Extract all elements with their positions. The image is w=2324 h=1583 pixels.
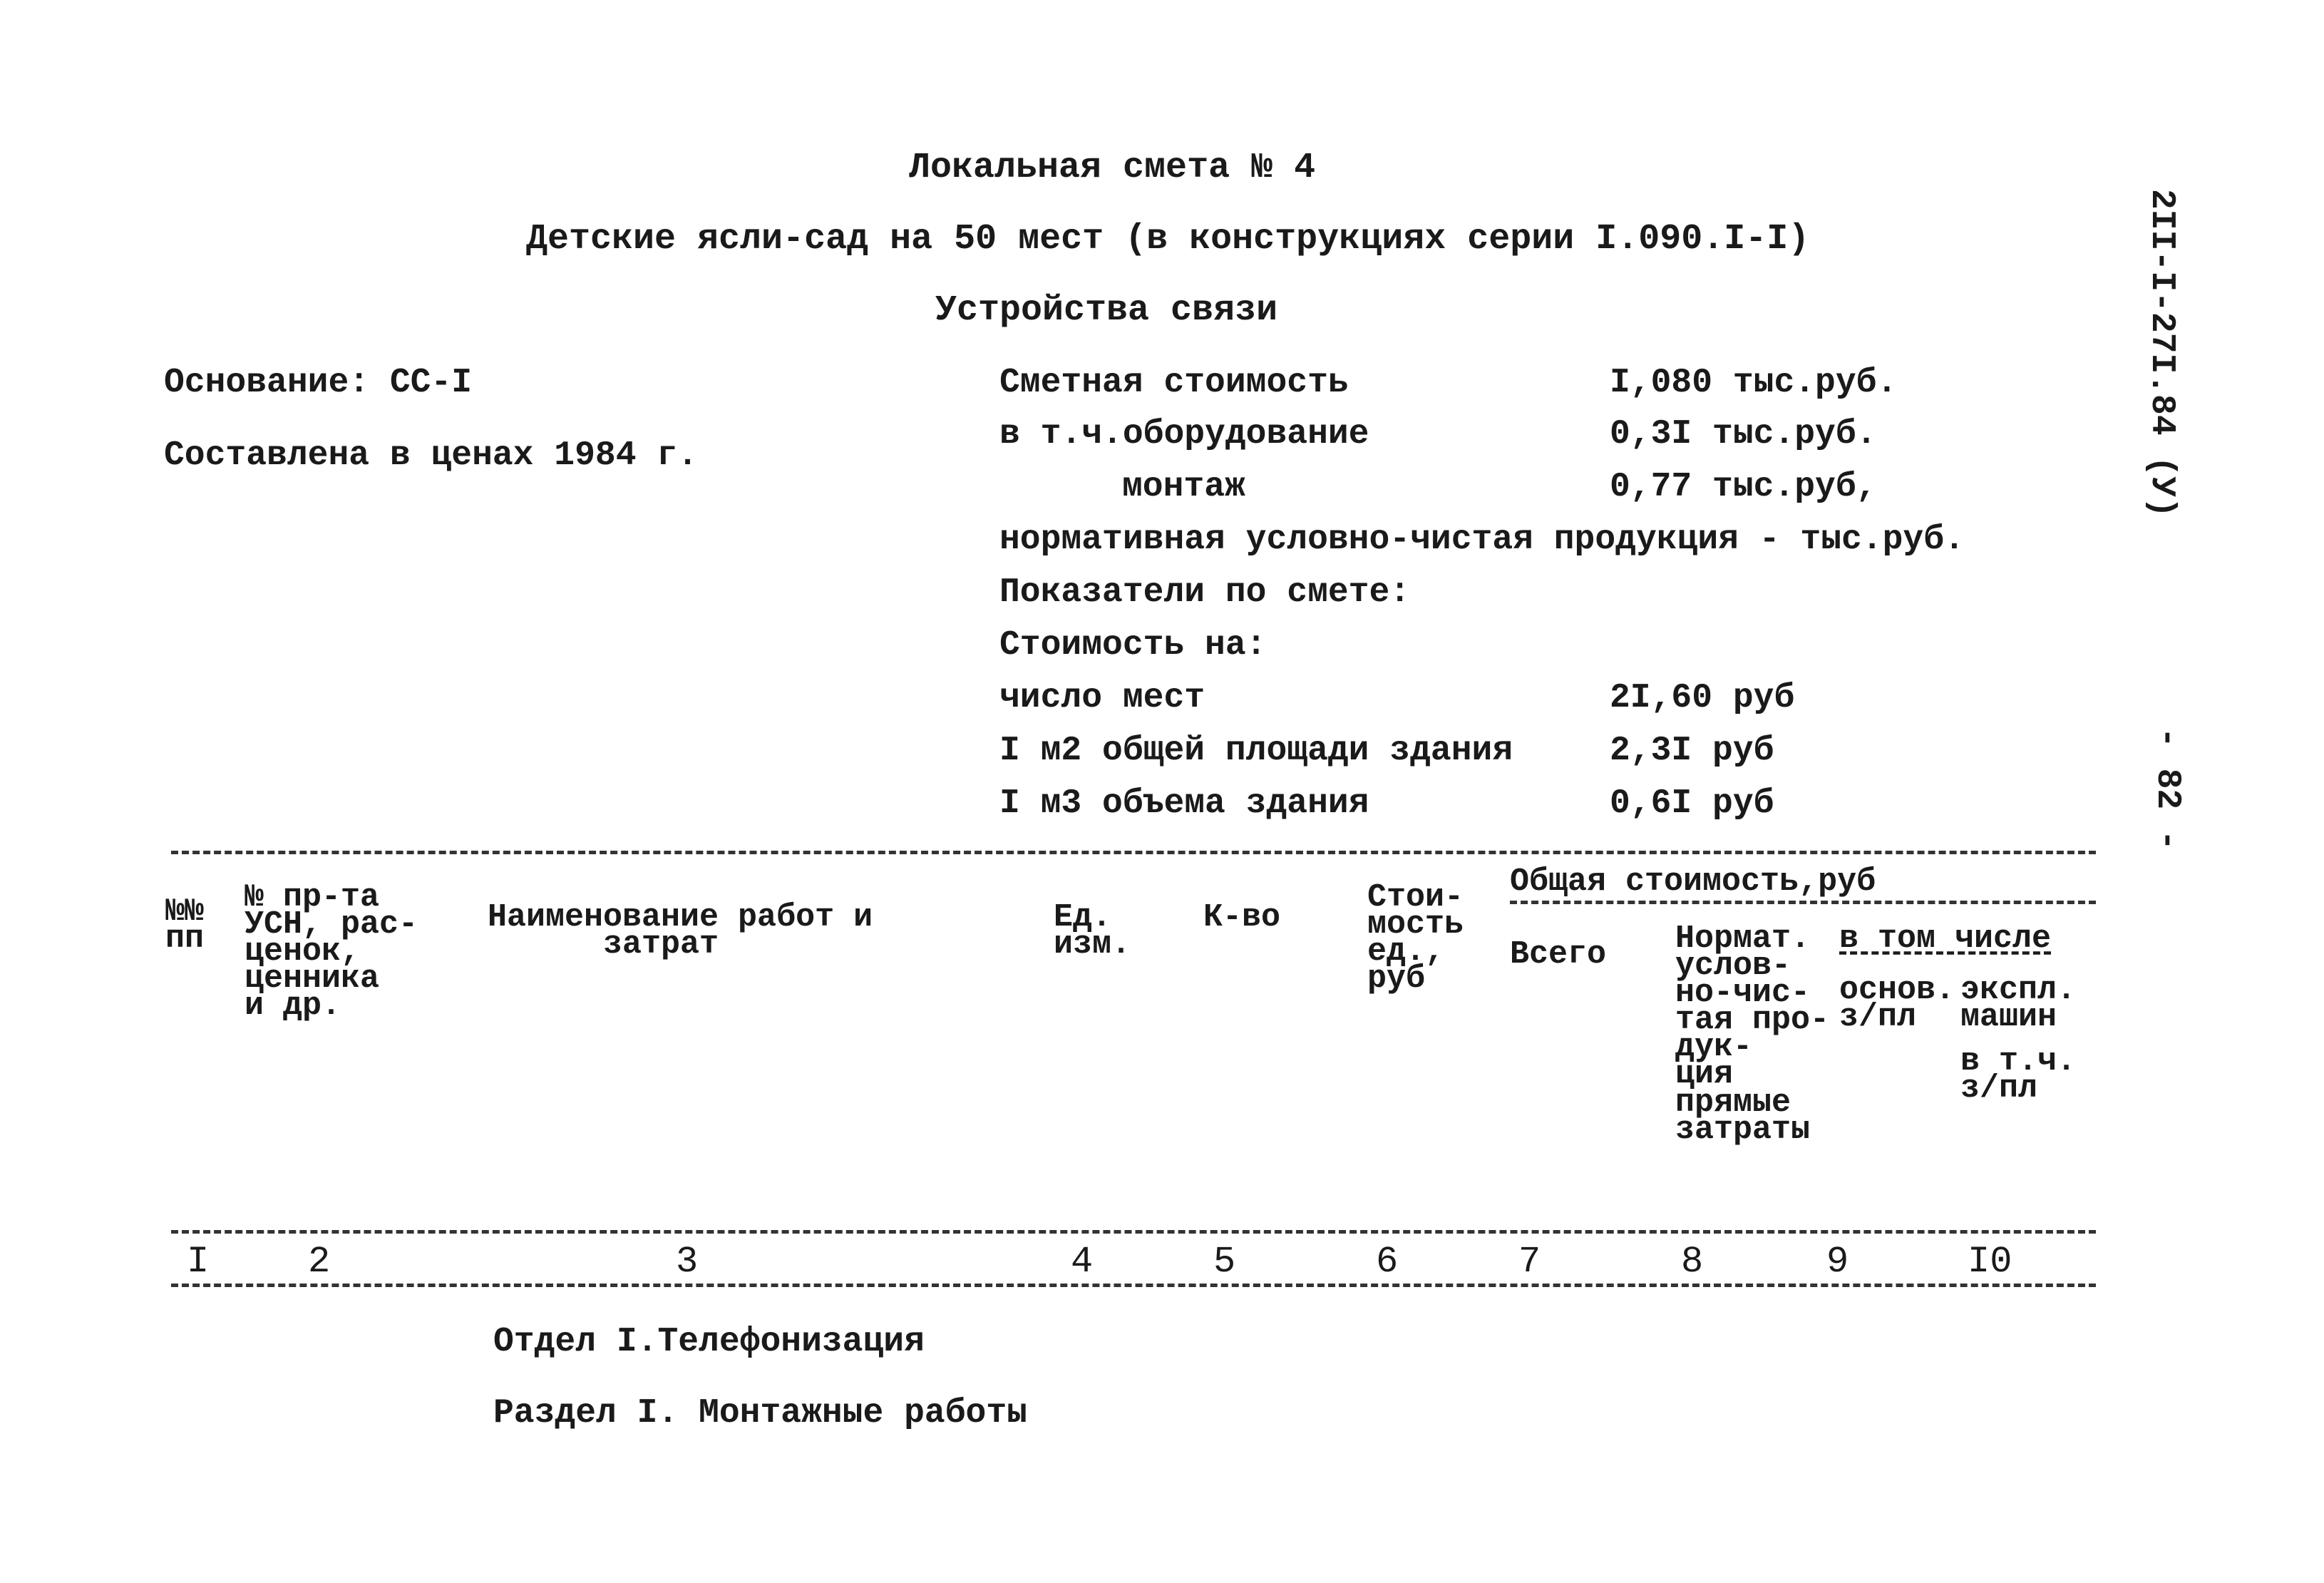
estimate-title: Локальная смета № 4 — [909, 148, 1316, 188]
col-header-reference: № пр-та УСН, рас- ценок, ценника и др. — [245, 879, 418, 1024]
col-number: 9 — [1826, 1241, 1849, 1283]
total-group-rule — [1510, 901, 2096, 904]
col-header-including: в том числе — [1839, 921, 2052, 957]
col-number: 8 — [1681, 1241, 1704, 1283]
col-number: I0 — [1968, 1241, 2012, 1283]
col-header-row-number: №№ пп — [165, 893, 205, 957]
part-heading: Раздел I. Монтажные работы — [493, 1394, 1027, 1433]
col-header-machines: экспл. машин — [1960, 972, 2077, 1035]
page-number: - 82 - — [2148, 727, 2186, 851]
places-label: число мест — [999, 679, 1205, 717]
prices-line: Составлена в ценах 1984 г. — [164, 436, 698, 475]
equip-value: 0,3I тыс.руб. — [1610, 415, 1877, 454]
col-number: 2 — [308, 1241, 331, 1283]
places-value: 2I,60 руб — [1610, 679, 1795, 717]
col-header-unit: Ед. изм. — [1054, 899, 1131, 963]
header-bottom-rule — [171, 1230, 2096, 1234]
area-value: 2,3I руб — [1610, 732, 1774, 770]
col-number: 4 — [1071, 1241, 1094, 1283]
cost-value: I,080 тыс.руб. — [1610, 364, 1898, 402]
col-header-unit-cost: Стои- мость ед., руб — [1367, 879, 1464, 997]
col-header-total-cost: Общая стоимость,руб — [1510, 864, 1876, 900]
area-label: I м2 общей площади здания — [999, 732, 1513, 770]
estimate-subtitle: Детские ясли-сад на 50 мест (в конструкциях серии I.090.I-I) — [526, 219, 1810, 260]
indicators-heading: Показатели по смете: — [999, 573, 1411, 612]
col-header-base-salary: основ. з/пл — [1839, 972, 1955, 1035]
estimate-section: Устройства связи — [935, 290, 1278, 331]
numbers-bottom-rule — [171, 1284, 2096, 1287]
volume-value: 0,6I руб — [1610, 784, 1774, 823]
col-header-quantity: К-во — [1203, 899, 1281, 936]
col-number: I — [187, 1241, 210, 1283]
document-code: 2II-I-27I.84 (У) — [2142, 189, 2181, 518]
cost-per-heading: Стоимость на: — [999, 626, 1267, 665]
col-number: 6 — [1376, 1241, 1399, 1283]
equip-label: в т.ч.оборудование — [999, 415, 1369, 454]
cost-label: Сметная стоимость — [999, 364, 1349, 402]
col-number: 7 — [1518, 1241, 1541, 1283]
install-value: 0,77 тыс.руб, — [1610, 468, 1877, 506]
volume-label: I м3 объема здания — [999, 784, 1369, 823]
department-heading: Отдел I.Телефонизация — [493, 1323, 925, 1361]
col-number: 5 — [1213, 1241, 1236, 1283]
net-product-line: нормативная условно-чистая продукция - тыс.руб. — [999, 521, 1965, 559]
col-header-works: Наименование работ и затрат — [488, 899, 873, 963]
install-label: монтаж — [1122, 468, 1245, 506]
col-number: 3 — [676, 1241, 699, 1283]
col-header-net-product: Нормат. услов- но-чис- тая про- дук- ция — [1675, 921, 1830, 1092]
basis-line: Основание: СС-I — [164, 364, 473, 402]
col-header-machine-salary: в т.ч. з/пл — [1960, 1043, 2077, 1107]
col-header-direct-costs: прямые затраты — [1675, 1085, 1811, 1148]
col-header-all: Всего — [1510, 936, 1607, 973]
table-top-rule — [171, 851, 2096, 854]
